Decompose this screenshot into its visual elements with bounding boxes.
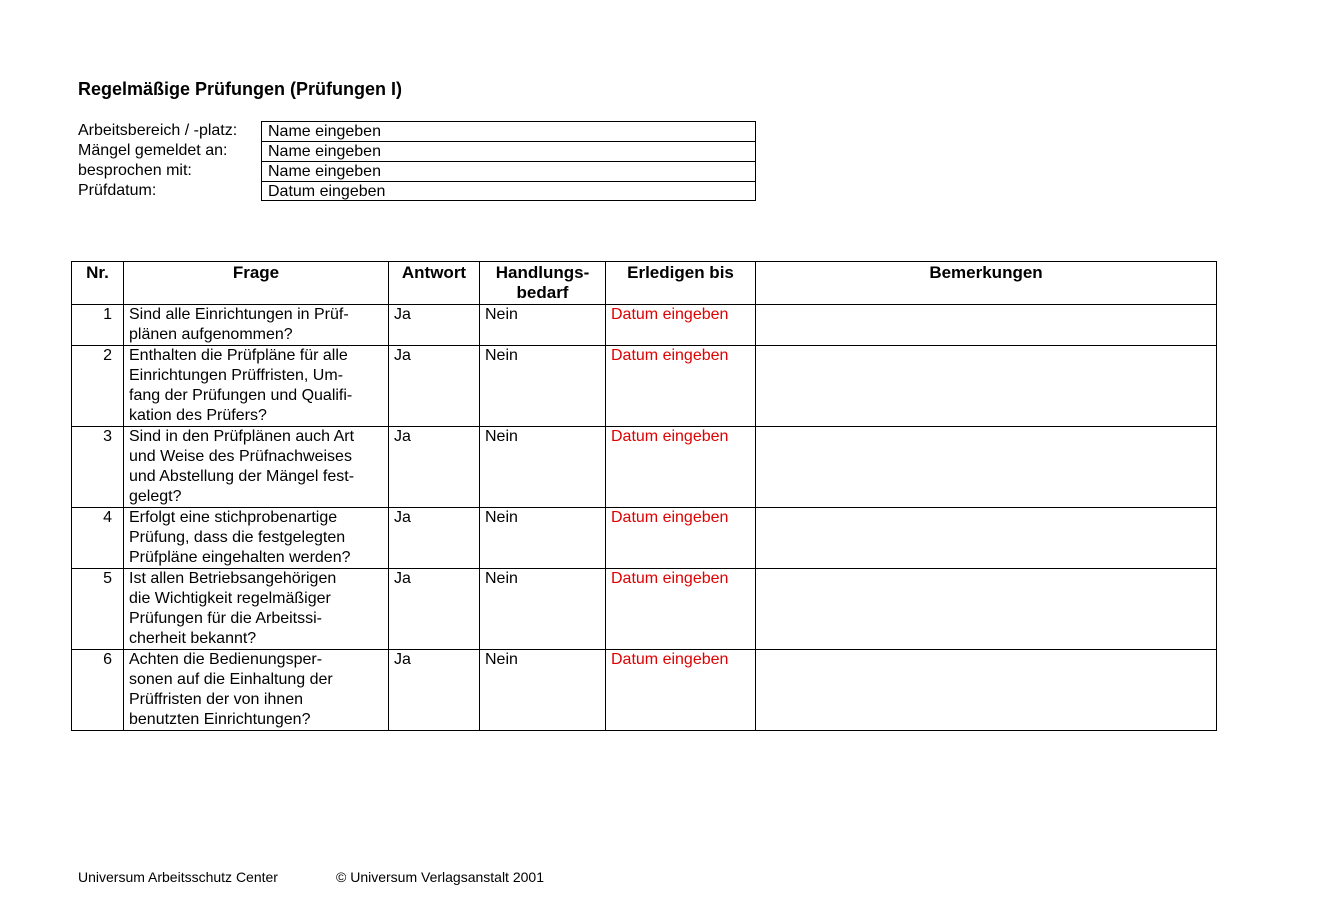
action-needed-cell[interactable]: Nein (480, 569, 606, 650)
row-number: 6 (72, 650, 124, 731)
due-date-cell[interactable]: Datum eingeben (606, 569, 756, 650)
table-header-row (72, 262, 1217, 305)
info-block (78, 121, 756, 201)
table-row (72, 569, 1217, 650)
checklist-table (71, 261, 1217, 731)
row-number: 3 (72, 427, 124, 508)
header-bemerkungen: Bemerkungen (756, 262, 1217, 305)
row-number: 5 (72, 569, 124, 650)
answer-cell[interactable]: Ja (389, 427, 480, 508)
due-date-cell[interactable]: Datum eingeben (606, 346, 756, 427)
question-cell: Sind alle Einrichtungen in Prüf- plänen aufgenommen? (124, 305, 389, 346)
info-label: besprochen mit: (78, 162, 192, 179)
header-nr: Nr. (72, 262, 124, 305)
header-handlungsbedarf (480, 262, 606, 305)
question-cell: Erfolgt eine stichprobenartige Prüfung, dass die festgelegten Prüfpläne eingehalten werden? (124, 508, 389, 569)
row-number: 1 (72, 305, 124, 346)
question-cell: Sind in den Prüfplänen auch Art und Weise des Prüfnachweises und Abstellung der Mängel fest- gelegt? (124, 427, 389, 508)
info-label: Prüfdatum: (78, 182, 157, 199)
table-row (72, 346, 1217, 427)
question-cell: Achten die Bedienungsper- sonen auf die Einhaltung der Prüffristen der von ihnen benutzten Einrichtungen? (124, 650, 389, 731)
header-frage: Frage (124, 262, 389, 305)
info-row-pruefdatum (78, 181, 756, 201)
header-erledigen: Erledigen bis (606, 262, 756, 305)
remarks-cell[interactable] (756, 650, 1217, 731)
due-date-cell[interactable]: Datum eingeben (606, 508, 756, 569)
row-number: 4 (72, 508, 124, 569)
answer-cell[interactable]: Ja (389, 650, 480, 731)
table-row (72, 650, 1217, 731)
table-row (72, 427, 1217, 508)
answer-cell[interactable]: Ja (389, 569, 480, 650)
remarks-cell[interactable] (756, 346, 1217, 427)
header-antwort: Antwort (389, 262, 480, 305)
info-row-besprochen (78, 161, 756, 181)
answer-cell[interactable]: Ja (389, 346, 480, 427)
action-needed-cell[interactable]: Nein (480, 650, 606, 731)
maengel-gemeldet-field[interactable]: Name eingeben (261, 141, 756, 161)
info-row-arbeitsbereich (78, 121, 756, 141)
due-date-cell[interactable]: Datum eingeben (606, 305, 756, 346)
footer-publisher: Universum Arbeitsschutz Center (78, 869, 278, 885)
table-row (72, 508, 1217, 569)
arbeitsbereich-field[interactable]: Name eingeben (261, 121, 756, 141)
due-date-cell[interactable]: Datum eingeben (606, 427, 756, 508)
answer-cell[interactable]: Ja (389, 508, 480, 569)
besprochen-mit-field[interactable]: Name eingeben (261, 161, 756, 181)
action-needed-cell[interactable]: Nein (480, 508, 606, 569)
action-needed-cell[interactable]: Nein (480, 305, 606, 346)
question-cell: Enthalten die Prüfpläne für alle Einrichtungen Prüffristen, Um- fang der Prüfungen und Qualifi- kation des Prüfers? (124, 346, 389, 427)
action-needed-cell[interactable]: Nein (480, 346, 606, 427)
remarks-cell[interactable] (756, 569, 1217, 650)
header-handlungsbedarf-text: Handlungs- bedarf (495, 263, 590, 302)
remarks-cell[interactable] (756, 305, 1217, 346)
due-date-cell[interactable]: Datum eingeben (606, 650, 756, 731)
info-label: Arbeitsbereich / -platz: (78, 122, 238, 139)
pruefdatum-field[interactable]: Datum eingeben (261, 181, 756, 201)
question-cell: Ist allen Betriebsangehörigen die Wichtigkeit regelmäßiger Prüfungen für die Arbeitssi- cherheit bekannt? (124, 569, 389, 650)
info-label: Mängel gemeldet an: (78, 142, 228, 159)
action-needed-cell[interactable]: Nein (480, 427, 606, 508)
row-number: 2 (72, 346, 124, 427)
info-row-maengel (78, 141, 756, 161)
remarks-cell[interactable] (756, 508, 1217, 569)
footer-copyright: © Universum Verlagsanstalt 2001 (336, 869, 544, 885)
table-row (72, 305, 1217, 346)
answer-cell[interactable]: Ja (389, 305, 480, 346)
remarks-cell[interactable] (756, 427, 1217, 508)
page-title: Regelmäßige Prüfungen (Prüfungen I) (78, 79, 403, 99)
